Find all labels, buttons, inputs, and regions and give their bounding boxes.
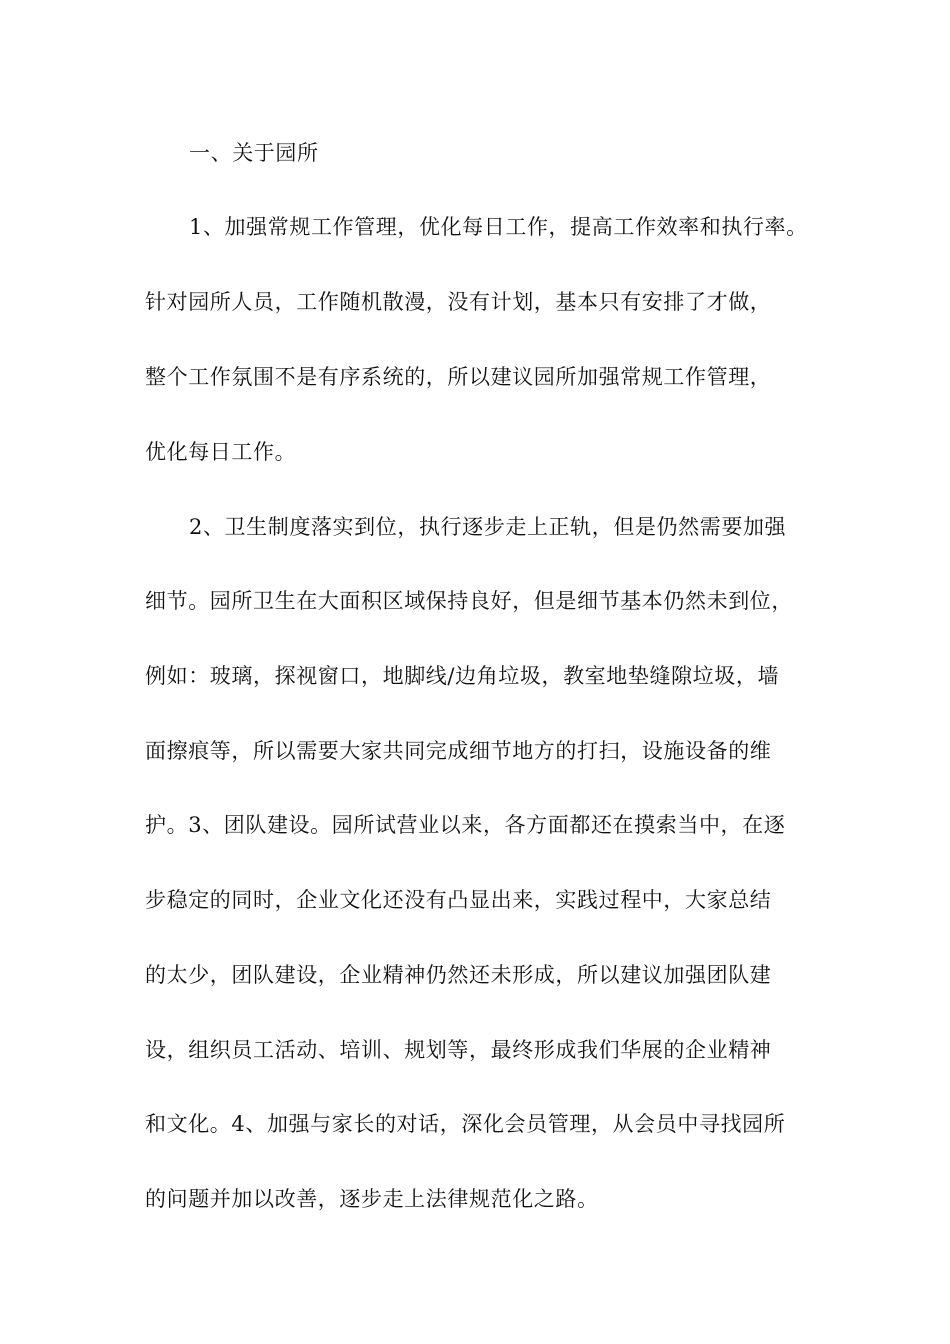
paragraph-line: 细节。园所卫生在大面积区域保持良好，但是细节基本仍然未到位，: [145, 589, 793, 613]
paragraph-line: 整个工作氛围不是有序系统的，所以建议园所加强常规工作管理，: [145, 365, 772, 389]
paragraph-line: 设，组织员工活动、培训、规划等，最终形成我们华展的企业精神: [145, 1038, 772, 1062]
paragraph-line: 面擦痕等，所以需要大家共同完成细节地方的打扫，设施设备的维: [145, 739, 772, 763]
paragraph-line: 例如：玻璃，探视窗口，地脚线/边角垃圾，教室地垫缝隙垃圾，墙: [145, 664, 780, 688]
paragraph-line: 护。3、团队建设。园所试营业以来，各方面都还在摸索当中，在逐: [145, 813, 786, 837]
paragraph-line: 和文化。4、加强与家长的对话，深化会员管理，从会员中寻找园所: [145, 1112, 786, 1136]
paragraph-line: 1、加强常规工作管理，优化每日工作，提高工作效率和执行率。: [189, 215, 808, 239]
paragraph-line: 2、卫生制度落实到位，执行逐步走上正轨，但是仍然需要加强: [189, 515, 787, 539]
section-heading: 一、关于园所: [189, 141, 319, 165]
paragraph-line: 针对园所人员，工作随机散漫，没有计划，基本只有安排了才做，: [145, 290, 772, 314]
paragraph-line: 步稳定的同时，企业文化还没有凸显出来，实践过程中，大家总结: [145, 888, 772, 912]
paragraph-line: 优化每日工作。: [145, 440, 297, 464]
paragraph-line: 的问题并加以改善，逐步走上法律规范化之路。: [145, 1187, 599, 1211]
paragraph-line: 的太少，团队建设，企业精神仍然还未形成，所以建议加强团队建: [145, 963, 772, 987]
